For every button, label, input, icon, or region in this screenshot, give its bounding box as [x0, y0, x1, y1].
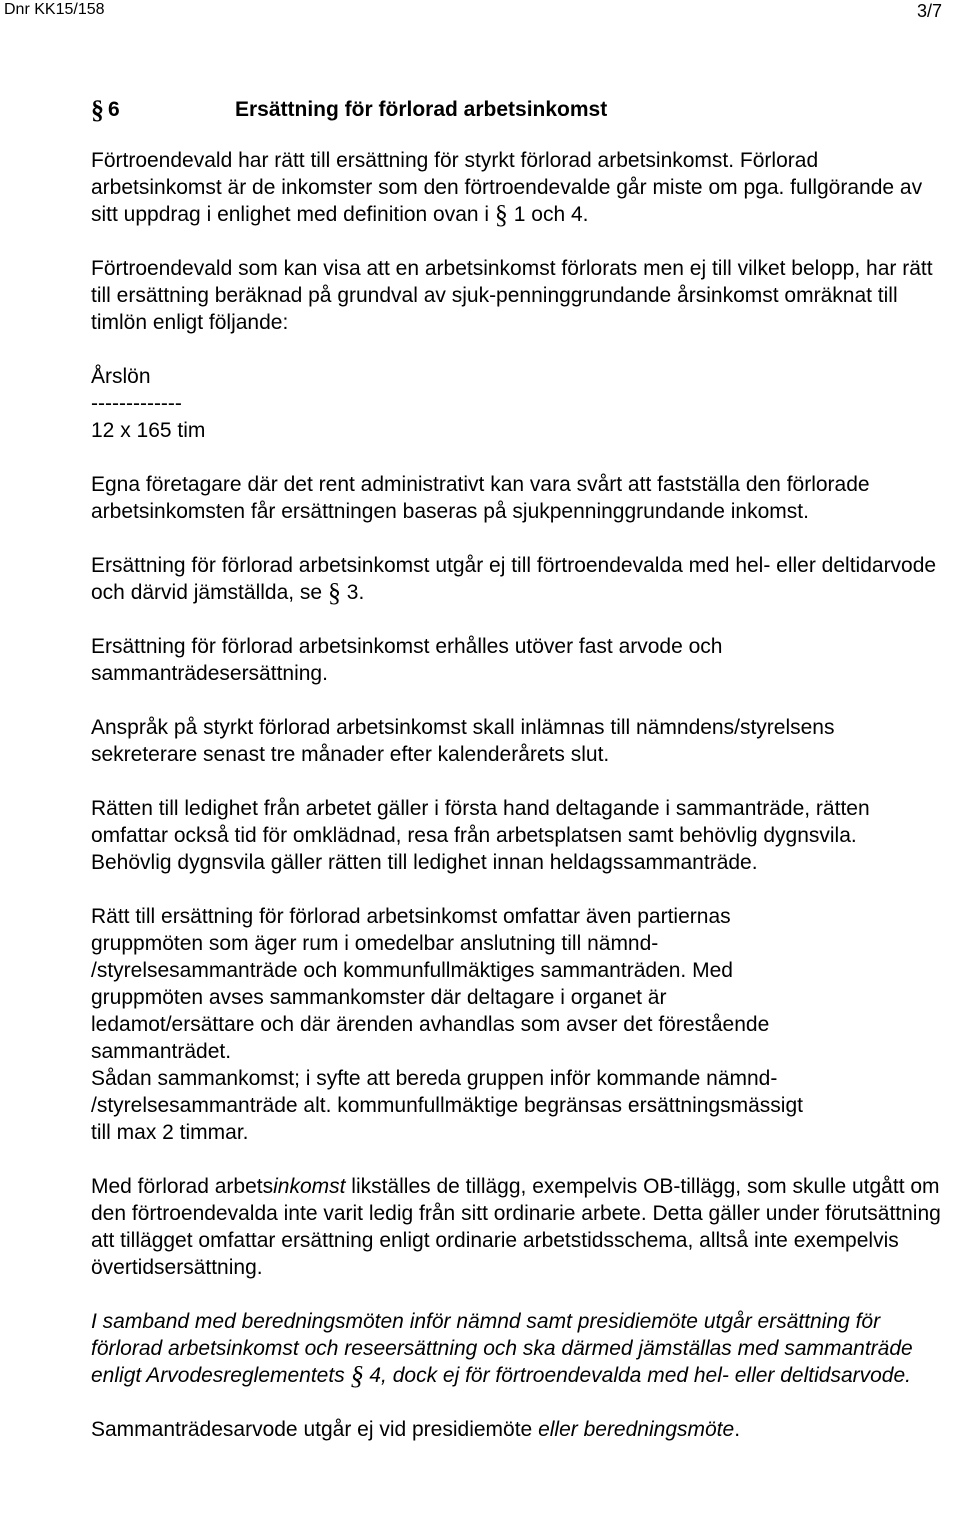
- paragraph-text: I samband med beredningsmöten inför nämnd samt presidiemöte utgår ersättning för förlorad arbetsinkomst och reseersättning och ska därmed jämställas med sammanträde enligt Arvodesreglementets: [91, 1310, 913, 1387]
- text-line: /styrelsesammanträde alt. kommunfullmäktige begränsas ersättningsmässigt: [91, 1094, 803, 1117]
- paragraph-leave-right: Rätten till ledighet från arbetet gäller i första hand deltagande i sammanträde, rätten omfattar också tid för omklädnad, resa från arbetsplatsen samt behövlig dygnsvila. Behövlig dygnsvila gäller rätten till ledighet innan heldagssammanträde.: [91, 797, 870, 874]
- formula-denominator: 12 x 165 tim: [91, 419, 206, 442]
- emphasis-text: inkomst: [273, 1175, 346, 1198]
- section-heading: [91, 97, 911, 127]
- paragraph-calculation: Förtroendevald som kan visa att en arbetsinkomst förlorats men ej till vilket belopp, har rätt till ersättning beräknad på grundval av sjuk-penninggrundande årsinkomst omräknat till timlön enligt följande:: [91, 257, 933, 334]
- paragraph-claim-deadline: Anspråk på styrkt förlorad arbetsinkomst skall inlämnas till nämndens/styrelsens sekreterare senast tre månader efter kalenderårets slut.: [91, 716, 835, 766]
- text-line: gruppmöten som äger rum i omedelbar anslutning till nämnd-: [91, 932, 659, 955]
- paragraph-ob-supplement: [91, 1173, 941, 1281]
- paragraph-compensation-right: [91, 147, 941, 228]
- paragraph-text: Med förlorad arbets: [91, 1175, 274, 1198]
- paragraph-group-meetings: [91, 903, 941, 1146]
- text-line: Rätt till ersättning för förlorad arbetsinkomst omfattar även partiernas: [91, 905, 731, 928]
- text-line: /styrelsesammanträde och kommunfullmäktiges sammanträden. Med: [91, 959, 733, 982]
- paragraph-self-employed: Egna företagare där det rent administrativt kan vara svårt att fastställa den förlorade arbetsinkomsten får ersättningen baseras på sjukpenninggrundande inkomst.: [91, 473, 870, 523]
- paragraph-meeting-fee: [91, 1416, 941, 1443]
- document-reference: Dnr KK15/158: [4, 1, 105, 18]
- section-title: Ersättning för förlorad arbetsinkomst: [235, 98, 608, 121]
- paragraph-preparation-meetings: [91, 1308, 941, 1389]
- paragraph-text: Ersättning för förlorad arbetsinkomst utgår ej till förtroendevalda med hel- eller deltidarvode och därvid jämställda, se: [91, 554, 937, 604]
- text-line: Sådan sammankomst; i syfte att bereda gruppen inför kommande nämnd-: [91, 1067, 778, 1090]
- emphasis-text: eller beredningsmöte: [538, 1418, 735, 1441]
- document-body: [91, 147, 941, 1443]
- section-reference: 4, dock ej för förtroendevalda med hel- eller deltidsarvode.: [363, 1364, 911, 1387]
- formula-numerator: Årslön: [91, 365, 151, 388]
- formula-fraction-line: -------------: [91, 392, 182, 415]
- paragraph-text: Sammanträdesarvode utgår ej vid presidiemöte: [91, 1418, 539, 1441]
- paragraph-text: .: [734, 1418, 741, 1441]
- paragraph-additional: Ersättning för förlorad arbetsinkomst erhålles utöver fast arvode och sammanträdesersättning.: [91, 635, 723, 685]
- paragraph-exclusion: [91, 552, 941, 606]
- section-reference-symbol: §: [327, 578, 341, 607]
- text-line: ledamot/ersättare och där ärenden avhandlas som avser det förestående: [91, 1013, 770, 1036]
- text-line: gruppmöten avses sammankomster där deltagare i organet är: [91, 986, 667, 1009]
- paragraph-text: likställes de tillägg, exempelvis OB-tillägg, som skulle utgått om den förtroendevalda inte varit ledig från sitt ordinarie arbete. Detta gäller under förutsättning att tillägget omfattar ersättning enligt ordinarie arbetstidsschema, alltså inte exempelvis övertidsersättning.: [91, 1175, 941, 1279]
- paragraph-text: Förtroendevald har rätt till ersättning för styrkt förlorad arbetsinkomst. Förlorad arbetsinkomst är de inkomster som den förtroendevalde går miste om pga. fullgörande av sitt uppdrag i enlighet med definition ovan i: [91, 149, 923, 226]
- section-symbol: §: [91, 95, 104, 124]
- page-number: 3/7: [916, 1, 942, 21]
- text-line: till max 2 timmar.: [91, 1121, 249, 1144]
- section-reference: 1 och 4.: [507, 203, 589, 226]
- section-number: 6: [108, 98, 120, 121]
- text-line: sammanträdet.: [91, 1040, 232, 1063]
- section-reference-symbol: §: [494, 200, 508, 229]
- section-reference-symbol: §: [350, 1361, 364, 1390]
- section-reference: 3.: [340, 581, 365, 604]
